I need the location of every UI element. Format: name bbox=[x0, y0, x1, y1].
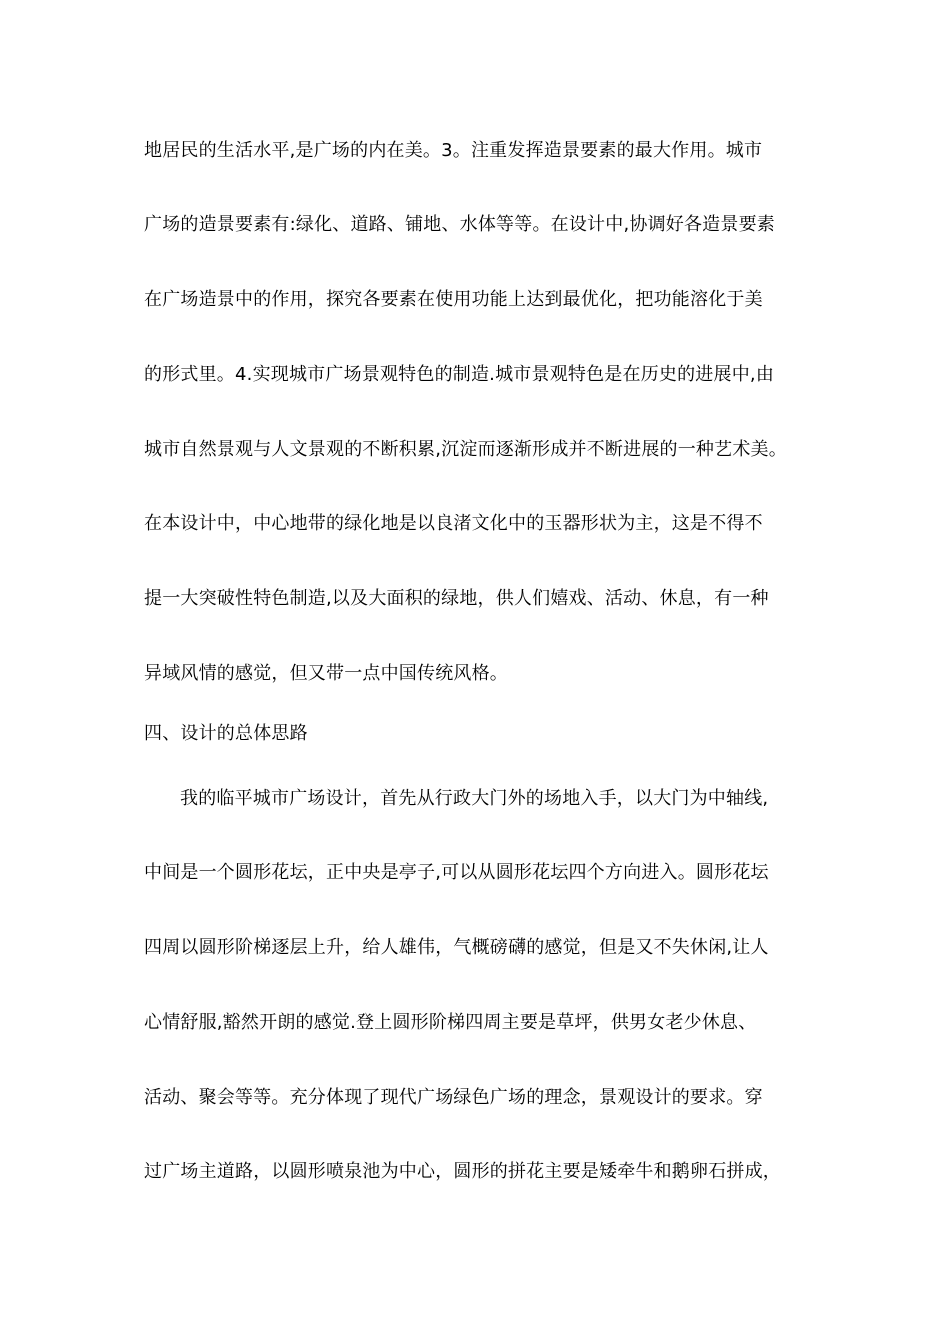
text-line: 在广场造景中的作用，探究各要素在使用功能上达到最优化，把功能溶化于美 bbox=[144, 289, 763, 310]
text-line: 在本设计中，中心地带的绿化地是以良渚文化中的玉器形状为主，这是不得不 bbox=[144, 513, 763, 534]
text-line: 广场的造景要素有:绿化、道路、铺地、水体等等。在设计中,协调好各造景要素 bbox=[144, 214, 775, 235]
text-line: 异域风情的感觉，但又带一点中国传统风格。 bbox=[144, 663, 508, 684]
text-line: 地居民的生活水平,是广场的内在美。3。注重发挥造景要素的最大作用。城市 bbox=[144, 140, 763, 161]
text-line: 我的临平城市广场设计，首先从行政大门外的场地入手，以大门为中轴线, bbox=[180, 788, 769, 809]
text-line: 四周以圆形阶梯逐层上升，给人雄伟，气概磅礴的感觉，但是又不失休闲,让人 bbox=[144, 937, 769, 958]
text-line: 城市自然景观与人文景观的不断积累,沉淀而逐渐形成并不断进展的一种艺术美。 bbox=[144, 439, 787, 460]
section-heading: 四、设计的总体思路 bbox=[144, 723, 308, 744]
text-line: 活动、聚会等等。充分体现了现代广场绿色广场的理念，景观设计的要求。穿 bbox=[144, 1087, 763, 1108]
text-line: 的形式里。4.实现城市广场景观特色的制造.城市景观特色是在历史的进展中,由 bbox=[144, 364, 775, 385]
text-line: 中间是一个圆形花坛，正中央是亭子,可以从圆形花坛四个方向进入。圆形花坛 bbox=[144, 862, 769, 883]
text-line: 过广场主道路，以圆形喷泉池为中心，圆形的拼花主要是矮牵牛和鹅卵石拼成， bbox=[144, 1161, 781, 1182]
text-line: 提一大突破性特色制造,以及大面积的绿地，供人们嬉戏、活动、休息，有一种 bbox=[144, 588, 769, 609]
text-line: 心情舒服,豁然开朗的感觉.登上圆形阶梯四周主要是草坪，供男女老少休息、 bbox=[144, 1012, 757, 1033]
